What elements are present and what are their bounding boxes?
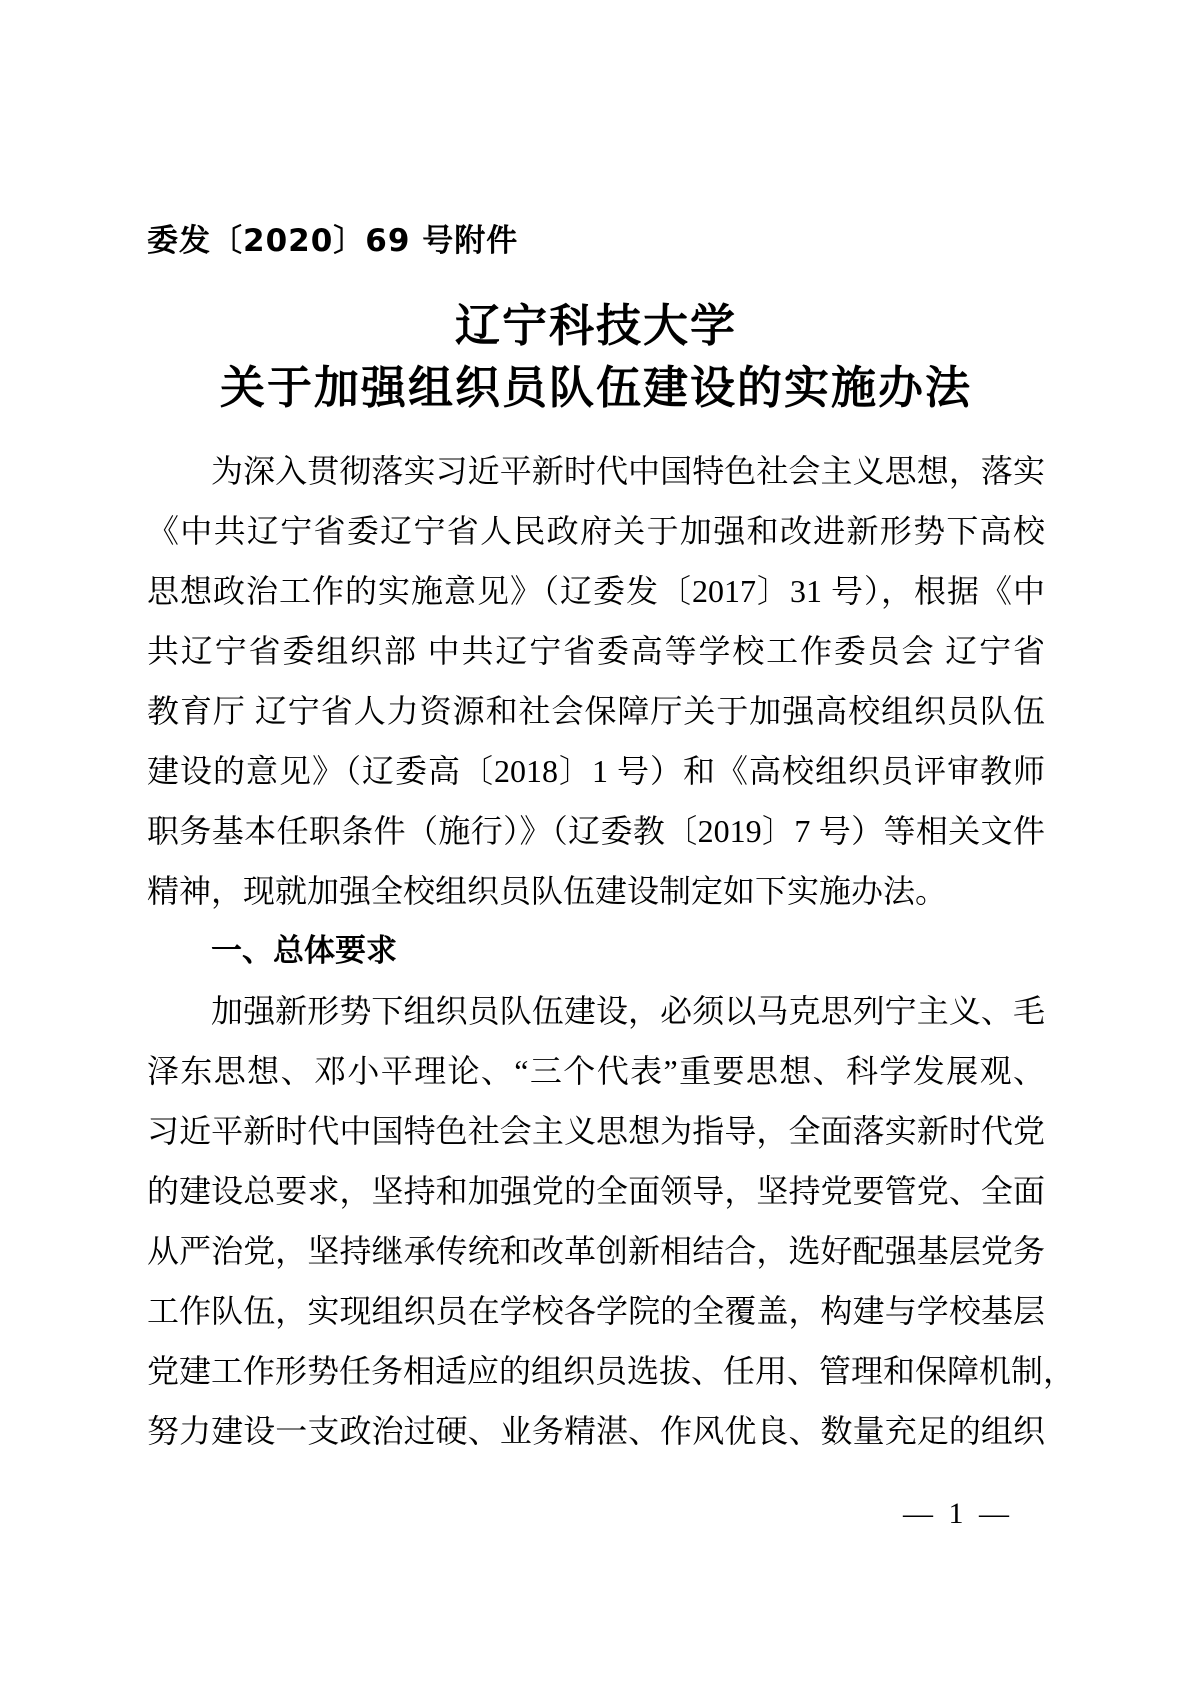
- paragraph-line: 加强新形势下组织员队伍建设，必须以马克思列宁主义、毛: [211, 993, 1045, 1029]
- page-number: — 1 —: [903, 1497, 1013, 1530]
- doc-reference-number: 委发〔2020〕69 号附件: [147, 223, 519, 259]
- paragraph-line: 共辽宁省委组织部 中共辽宁省委高等学校工作委员会 辽宁省: [147, 633, 1045, 669]
- paragraph-line: 努力建设一支政治过硬、业务精湛、作风优良、数量充足的组织: [147, 1413, 1045, 1449]
- paragraph-line: 的建设总要求，坚持和加强党的全面领导，坚持党要管党、全面: [147, 1173, 1045, 1209]
- document-body: [147, 441, 1076, 1461]
- paragraph-line: 职务基本任职条件（施行）》（辽委教〔2019〕7 号）等相关文件: [147, 813, 1045, 849]
- section-heading: 一、总体要求: [211, 933, 397, 969]
- paragraph-line: 工作队伍，实现组织员在学校各学院的全覆盖，构建与学校基层: [147, 1293, 1045, 1329]
- paragraph-line: 思想政治工作的实施意见》（辽委发〔2017〕31 号），根据《中: [147, 573, 1045, 609]
- paragraph-line: 为深入贯彻落实习近平新时代中国特色社会主义思想，落实: [211, 453, 1045, 489]
- paragraph-line: 精神，现就加强全校组织员队伍建设制定如下实施办法。: [147, 873, 948, 909]
- paragraph-line: 党建工作形势任务相适应的组织员选拔、任用、管理和保障机制，: [147, 1353, 1076, 1389]
- paragraph-line: 泽东思想、邓小平理论、“三个代表”重要思想、科学发展观、: [147, 1053, 1045, 1089]
- title-line-2: 关于加强组织员队伍建设的实施办法: [219, 363, 972, 413]
- paragraph-line: 习近平新时代中国特色社会主义思想为指导，全面落实新时代党: [147, 1113, 1045, 1149]
- paragraph-line: 建设的意见》（辽委高〔2018〕1 号）和《高校组织员评审教师: [147, 753, 1045, 789]
- paragraph-line: 从严治党，坚持继承传统和改革创新相结合，选好配强基层党务: [147, 1233, 1045, 1269]
- title-line-1: 辽宁科技大学: [454, 301, 737, 351]
- document-title: [147, 295, 1045, 419]
- paragraph-line: 教育厅 辽宁省人力资源和社会保障厅关于加强高校组织员队伍: [147, 693, 1045, 729]
- paragraph-line: 《中共辽宁省委辽宁省人民政府关于加强和改进新形势下高校: [147, 513, 1045, 549]
